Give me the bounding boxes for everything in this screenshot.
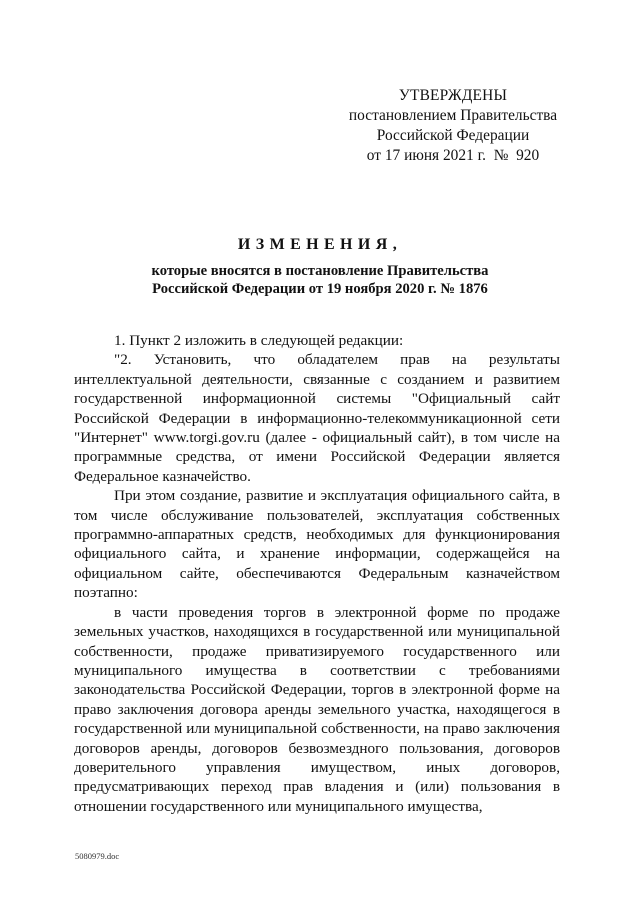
approval-line: постановлением Правительства <box>348 107 558 124</box>
paragraph: в части проведения торгов в электронной форме по продаже земельных участков, находящихся в государственной или муниципальной собственности, продаже приватизируемого государственного или муниципального имущества в соответствии с требованиями законодательства Российской Федерации, торгов в электронной форме на право заключения договора аренды земельного участка, находящегося в государственной или муниципальной собственности, на право заключения договоров аренды, договоров безвозмездного пользования, договоров доверительного управления имуществом, иных договоров, предусматривающих переход прав владения и (или) пользования в отношении государственного или муниципального имущества, <box>74 603 560 815</box>
file-name-footer: 5080979.doc <box>75 851 120 861</box>
approval-heading: УТВЕРЖДЕНЫ <box>398 87 508 104</box>
document-subtitle <box>110 262 530 298</box>
document-body <box>74 331 560 816</box>
paragraph: При этом создание, развитие и эксплуатация официального сайта, в том числе обслуживание пользователей, эксплуатация собственных программно-аппаратных средств, необходимых для функционирования официального сайта, и хранение информации, содержащейся на официальном сайте, обеспечиваются Федеральным казначейством поэтапно: <box>74 487 560 602</box>
paragraph: 1. Пункт 2 изложить в следующей редакции: <box>114 332 404 349</box>
subtitle-line: Российской Федерации от 19 ноября 2020 г. № 1876 <box>152 281 488 297</box>
approval-line: Российской Федерации <box>376 127 530 144</box>
paragraph: "2. Установить, что обладателем прав на результаты интеллектуальной деятельности, связанные с созданием и развитием государственной информационной системы "Официальный сайт Российской Федерации в информационно-телекоммуникационной сети "Интернет" www.torgi.gov.ru (далее - официальный сайт), в том числе на программные средства, от имени Российской Федерации является Федеральное казначейство. <box>74 351 560 485</box>
approval-stamp <box>330 86 576 166</box>
subtitle-line: которые вносятся в постановление Правительства <box>151 263 489 279</box>
document-title: ИЗМЕНЕНИЯ, <box>237 236 403 253</box>
approval-date: от 17 июня 2021 г. № 920 <box>366 147 540 164</box>
